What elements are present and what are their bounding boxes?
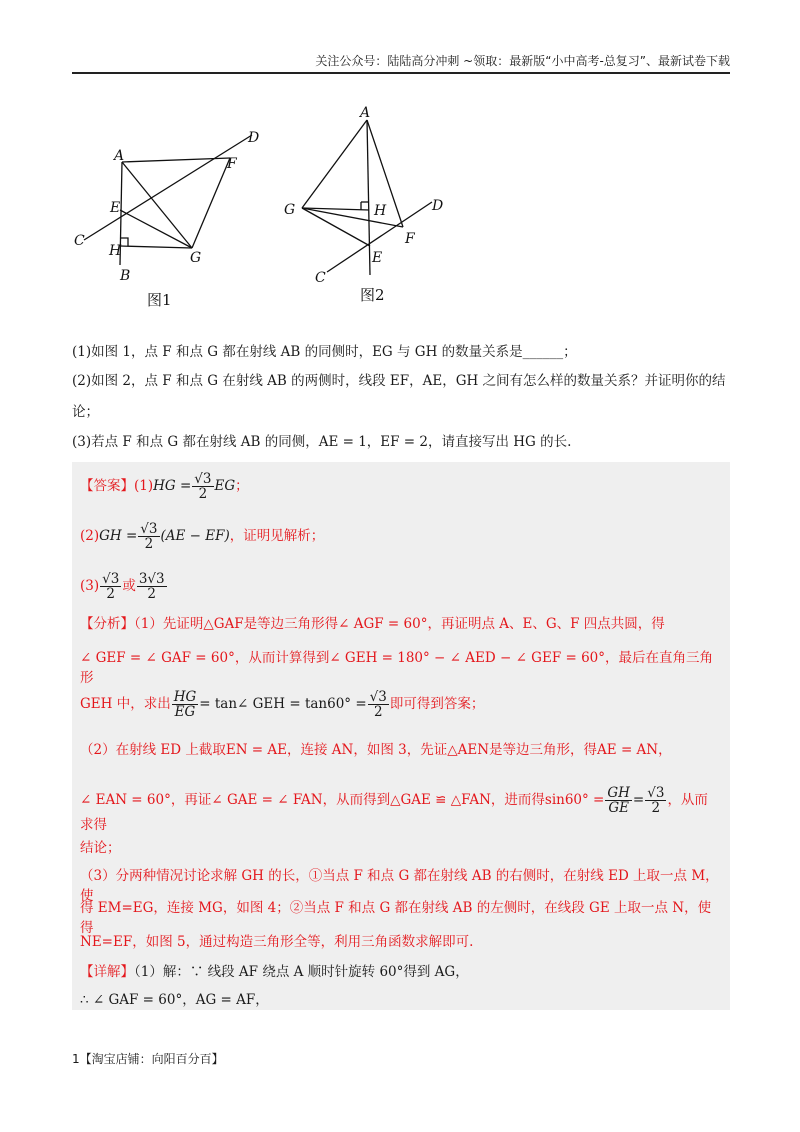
figure-2-labels [284, 105, 443, 286]
fig1-label-E: E [110, 200, 121, 216]
fig1-caption: 图1 [147, 291, 172, 309]
fig2-label-A: A [360, 105, 371, 121]
answer-2-fraction: $\frac{√3}{2}$ [140, 521, 158, 552]
answer-line-1: 【答案】(1)HG = $\frac{√3}{2}$ EG； [80, 471, 249, 502]
analysis-line-5: ∠ EAN = 60°，再证∠ GAE = ∠ FAN，从而得到△GAE ≌ △FAN，进而得sin60° = $\frac{GH}{GE}$ = $\frac{√3}{2}$ ，从而求得 [80, 785, 708, 833]
fig1-label-B: B [120, 268, 131, 284]
analysis-line-9: NE=EF，如图 5，通过构造三角形全等，利用三角函数求解即可. [80, 934, 474, 950]
fig2-label-F: F [405, 231, 415, 247]
answer-3-fraction-2: $\frac{3√3}{2}$ [138, 571, 165, 602]
detail-line-2: ∴ ∠ GAF = 60°，AG = AF， [80, 992, 269, 1008]
header-divider [72, 72, 730, 74]
detail-tag: 【详解】 [80, 964, 134, 980]
answer-1-fraction: $\frac{√3}{2}$ [194, 471, 212, 502]
question-3: (3)若点 F 和点 G 都在射线 AB 的同侧，AE = 1，EF = 2，请直接写出 HG 的长. [72, 434, 572, 450]
answer-tag: 【答案】 [80, 478, 134, 494]
answer-line-2: (2)GH = $\frac{√3}{2}$ (AE − EF)，证明见解析； [80, 521, 325, 552]
fig2-label-E: E [372, 250, 383, 266]
fig2-label-D: D [432, 198, 444, 214]
page-header: 关注公众号：陆陆高分冲刺 ~领取：最新版“小中高考-总复习”、最新试卷下载 [315, 54, 730, 68]
analysis-tag: 【分析】 [80, 616, 134, 632]
analysis-line-1: 【分析】（1）先证明△GAF是等边三角形得∠ AGF = 60°，再证明点 A、E、G、F 四点共圆，得 [80, 616, 665, 632]
fig2-label-H: H [374, 203, 387, 219]
fig2-label-G: G [284, 202, 296, 218]
fig1-label-G: G [190, 250, 202, 266]
detail-line-1: 【详解】（1）解：∵ 线段 AF 绕点 A 顺时针旋转 60°得到 AG， [80, 964, 469, 980]
fig1-label-F: F [227, 156, 237, 172]
analysis-line-7: （3）分两种情况讨论求解 GH 的长，①当点 F 和点 G 都在射线 AB 的右侧时，在射线 ED 上取一点 M，使 [80, 868, 719, 904]
fig2-label-C: C [315, 270, 326, 286]
question-2-line-1: (2)如图 2，点 F 和点 G 在射线 AB 的两侧时，线段 EF，AE，GH 之间有怎么样的数量关系？并证明你的结 [72, 373, 726, 389]
fig1-label-D: D [248, 130, 260, 146]
figure-2 [302, 120, 432, 275]
fig1-label-C: C [74, 233, 85, 249]
answer-3-fraction-1: $\frac{√3}{2}$ [102, 571, 120, 602]
page-footer: 1【淘宝店铺：向阳百分百】 [72, 1052, 224, 1066]
question-1: (1)如图 1，点 F 和点 G 都在射线 AB 的同侧时，EG 与 GH 的数量关系是______； [72, 344, 577, 360]
analysis-line-8: 得 EM=EG，连接 MG，如图 4；②当点 F 和点 G 都在射线 AB 的左侧时，在线段 GE 上取一点 N，使得 [80, 900, 712, 936]
figure-1-labels [74, 130, 259, 284]
fig1-label-A: A [114, 148, 125, 164]
analysis-line-3: GEH 中，求出 $\frac{HG}{EG}$ = tan∠ GEH = tan60° = $\frac{√3}{2}$ 即可得到答案； [80, 689, 485, 720]
answer-line-3: (3) $\frac{√3}{2}$ 或 $\frac{3√3}{2}$ [80, 571, 165, 602]
analysis-line-2: ∠ GEF = ∠ GAF = 60°，从而计算得到∠ GEH = 180° − ∠ AED − ∠ GEF = 60°，最后在直角三角形 [80, 650, 714, 686]
fig2-caption: 图2 [360, 286, 385, 304]
answer-1-lhs: HG = [153, 478, 192, 494]
fig1-label-H: H [109, 243, 122, 259]
question-2-line-2: 论； [72, 404, 99, 420]
geometry-figures [72, 100, 472, 320]
analysis-line-4: （2）在射线 ED 上截取EN = AE，连接 AN，如图 3，先证△AEN是等边三角形，得AE = AN， [80, 742, 672, 758]
analysis-line-6: 结论； [80, 840, 121, 856]
